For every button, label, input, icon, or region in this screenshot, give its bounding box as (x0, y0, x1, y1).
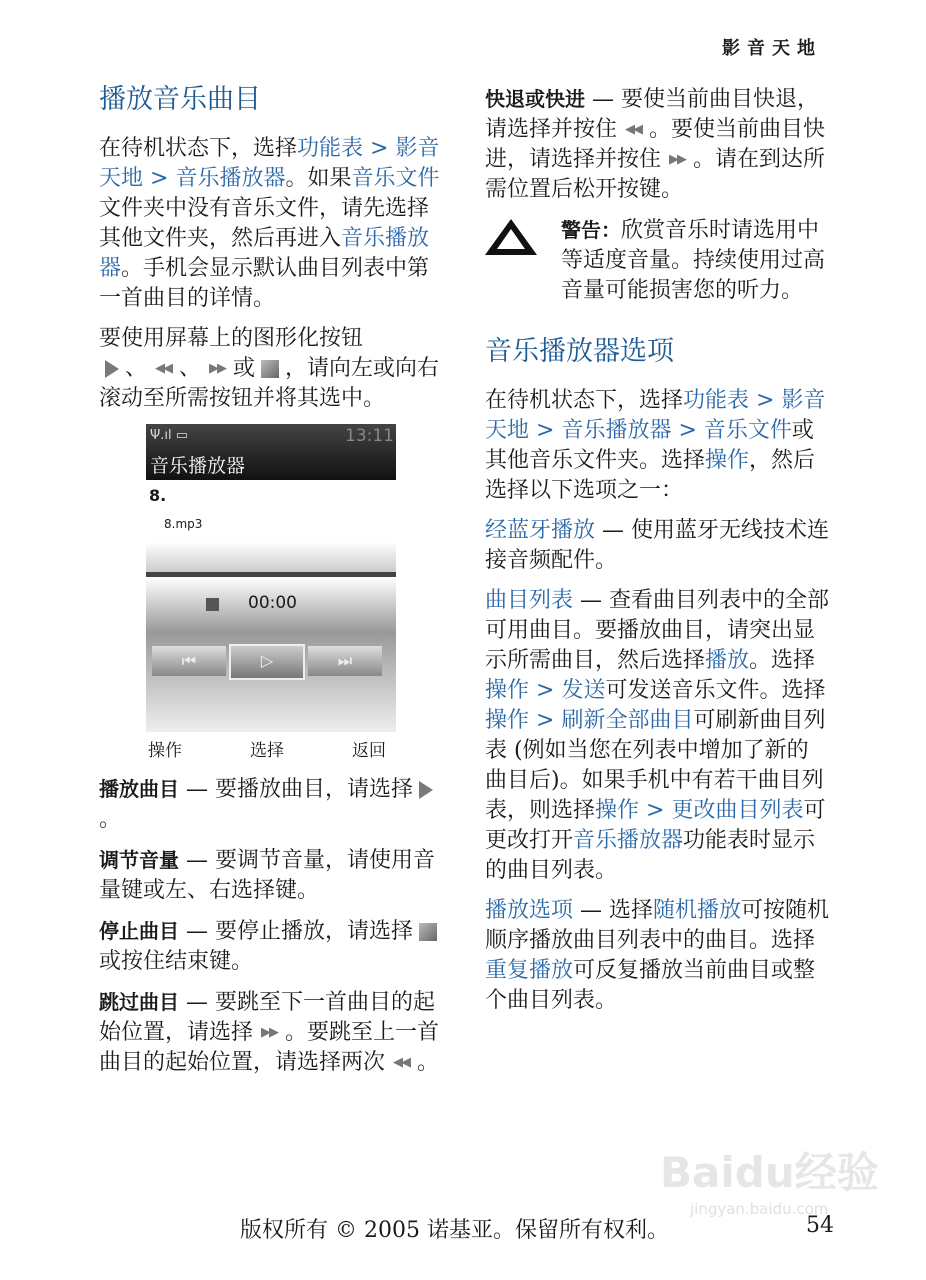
fast-forward-icon: ▶▶ (669, 152, 686, 167)
phone-screenshot (146, 424, 396, 762)
phone-title-bar (146, 424, 396, 480)
left-column (99, 84, 445, 1088)
watermark-url: jingyan.baidu.com (690, 1200, 829, 1218)
section-title-player-options: 音乐播放器选项 (485, 336, 674, 367)
item-play-options: 播放选项 — 选择随机播放可按随机顺序播放曲目列表中的曲目。选择重复播放可反复播放当前曲目或整个曲目列表。 (485, 898, 830, 1014)
item-skip: 跳过曲目 — 要跳至下一首曲目的起始位置，请选择 ▶▶ 。要跳至上一首曲目的起始位置，请选择两次 ◀◀ 。 (99, 987, 445, 1078)
item-play-track: 播放曲目 — 要播放曲目，请选择。 (99, 774, 445, 835)
prev-button[interactable]: ⏮ (152, 646, 226, 676)
rewind-icon: ◀◀ (393, 1055, 410, 1071)
item-rewind-forward: 快退或快进 — 要使当前曲目快退，请选择并按住 ◀◀ 。要使当前曲目快进，请选择并按住 ▶▶ 。请在到达所需位置后松开按键。 (485, 87, 826, 202)
warning-icon (485, 219, 537, 255)
signal-battery-icon: Ψ.ıl ▭ (150, 428, 189, 444)
intro-paragraph: 在待机状态下，选择功能表 > 影音天地 > 音乐播放器。如果音乐文件文件夹中没有音乐文件，请先选择其他文件夹，然后再进入音乐播放器。手机会显示默认曲目列表中第一首曲目的详情。 (99, 136, 440, 312)
rewind-icon: ◀◀ (625, 122, 642, 137)
page-number: 54 (806, 1213, 834, 1238)
phone-band (146, 542, 396, 572)
track-number: 8. (149, 486, 167, 506)
running-header: 影音天地 (722, 38, 822, 59)
softkey-back[interactable]: 返回 (352, 741, 386, 762)
rewind-icon: ◀◀ (155, 361, 172, 377)
fast-forward-icon: ▶▶ (209, 361, 226, 377)
next-button[interactable]: ⏭ (308, 646, 382, 676)
graphic-buttons-paragraph: 要使用屏幕上的图形化按钮 、 ◀◀ 、 ▶▶ 或 ，请向左或向右滚动至所需按钮并将其选中。 (99, 326, 440, 412)
play-icon (419, 781, 433, 799)
fast-forward-icon: ▶▶ (261, 1025, 278, 1041)
phone-app-title: 音乐播放器 (150, 455, 246, 478)
stop-indicator-icon (206, 598, 219, 611)
right-column (485, 84, 830, 1026)
section-title-play-music: 播放音乐曲目 (99, 84, 261, 115)
options-intro: 在待机状态下，选择功能表 > 影音天地 > 音乐播放器 > 音乐文件或其他音乐文件夹。选择操作，然后选择以下选项之一： (485, 388, 826, 504)
elapsed-time: 00:00 (248, 593, 297, 614)
play-icon (105, 360, 119, 378)
watermark-logo: Baidu经验 (660, 1148, 879, 1197)
softkey-select[interactable]: 选择 (250, 741, 284, 762)
item-bluetooth: 经蓝牙播放 — 使用蓝牙无线技术连接音频配件。 (485, 518, 830, 574)
copyright-footer: 版权所有 © 2005 诺基亚。保留所有权利。 (240, 1218, 669, 1243)
play-button[interactable]: ▷ (229, 644, 305, 680)
track-filename: 8.mp3 (164, 517, 203, 532)
stop-icon (419, 923, 437, 941)
item-track-list: 曲目列表 — 查看曲目列表中的全部可用曲目。要播放曲目，请突出显示所需曲目，然后选择播放。选择操作 > 发送可发送音乐文件。选择操作 > 刷新全部曲目可刷新曲目列表 (例如当您在列表中增加了新的曲目后)。如果手机中有若干曲目列表，则选择操作 > 更改曲目列表可更改打开音乐播放器功能表时显示的曲目列表。 (485, 588, 830, 884)
clock: 13:11 (345, 426, 394, 447)
item-stop: 停止曲目 — 要停止播放，请选择或按住结束键。 (99, 916, 445, 977)
item-volume: 调节音量 — 要调节音量，请使用音量键或左、右选择键。 (99, 848, 435, 904)
stop-icon (261, 360, 279, 378)
warning-note: 警告：欣赏音乐时请选用中等适度音量。持续使用过高音量可能损害您的听力。 (485, 215, 830, 306)
softkey-options[interactable]: 操作 (148, 741, 182, 762)
